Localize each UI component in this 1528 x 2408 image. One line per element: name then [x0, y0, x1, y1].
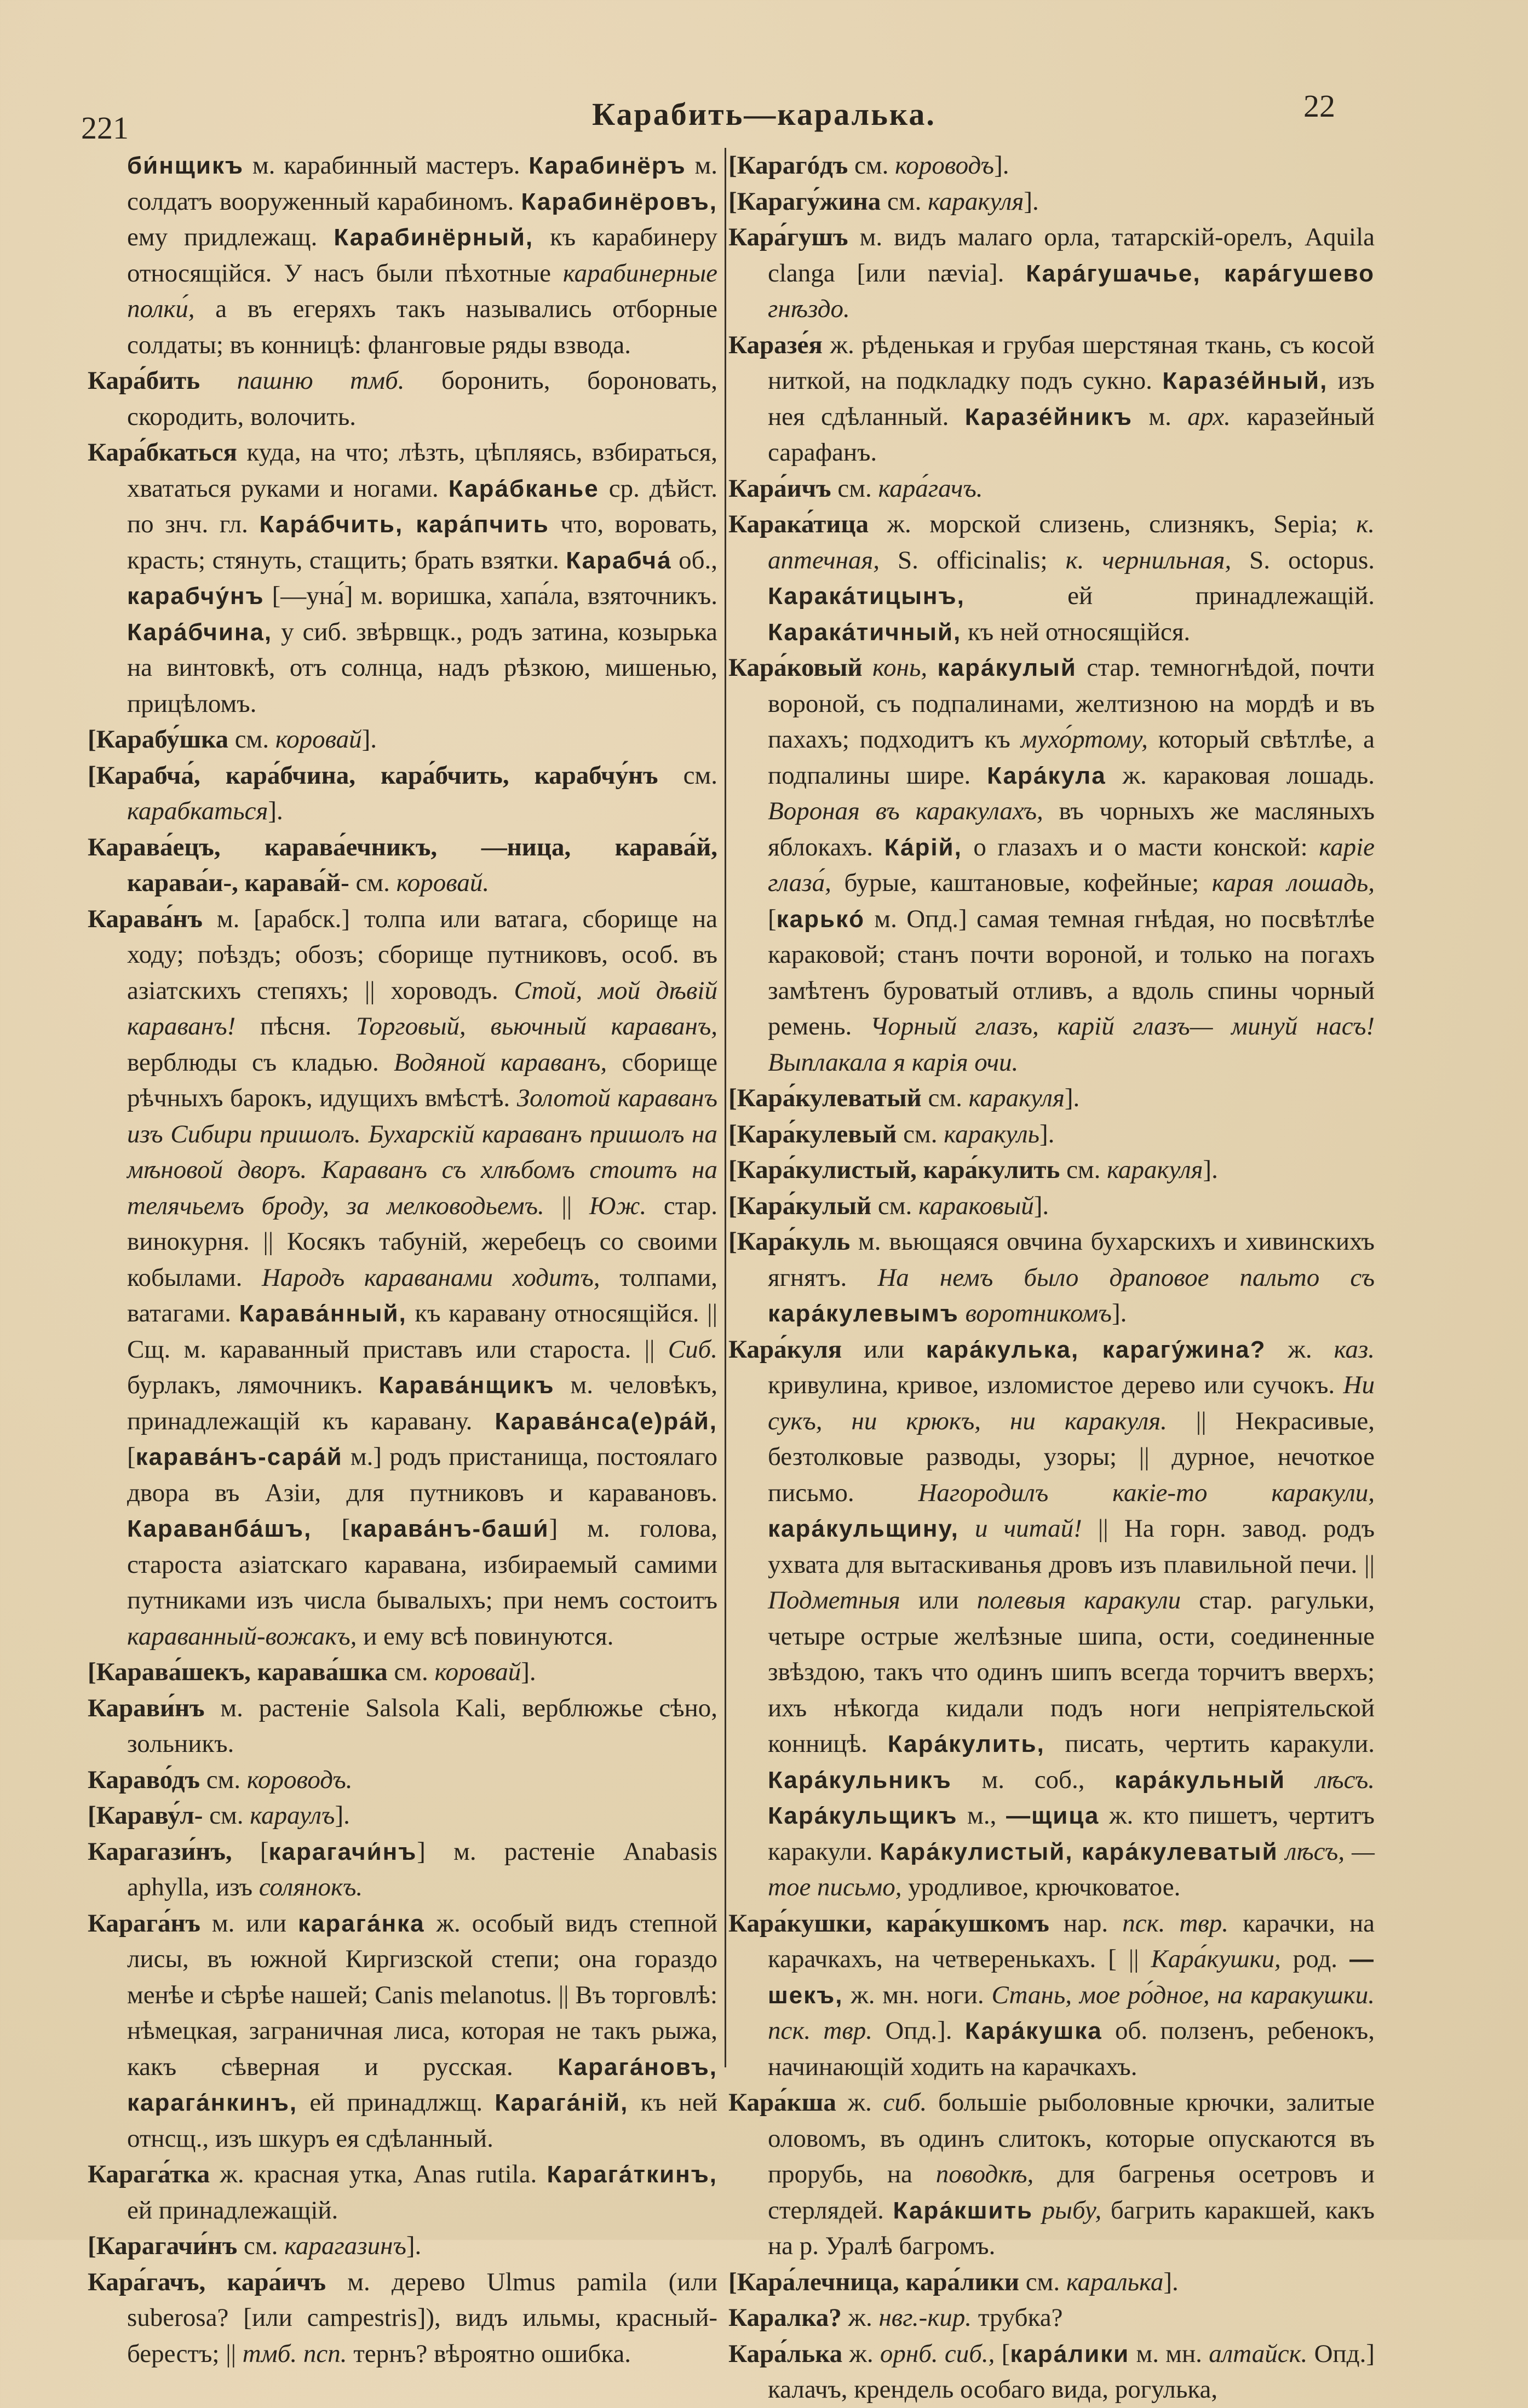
derived-word: Кара́кулистый, кара́кулеватый: [880, 1838, 1278, 1865]
headword: Кара́ичъ: [728, 474, 831, 503]
definition-text: м. видъ малаго орла, татарскій-орелъ, Aquila clanga [или nævia].: [768, 223, 1375, 288]
definition-text: тернъ? вѣроятно ошибка.: [347, 2339, 631, 2368]
headword: [Карава́шекъ, карава́шка: [88, 1658, 388, 1686]
definition-text: см.: [387, 1658, 435, 1686]
dictionary-entry: [728, 2300, 1375, 2336]
definition-text: ].: [268, 797, 283, 825]
dictionary-entry: [88, 722, 717, 758]
headword: Карагази́нъ,: [88, 1837, 232, 1866]
headword: [Кара́кулевый: [728, 1119, 897, 1148]
definition-text: Опд.].: [872, 2016, 965, 2045]
italic-text: караковый: [918, 1191, 1034, 1220]
definition-text: ].: [361, 725, 377, 754]
definition-text: м. вьющаяся овчина бухарскихъ и хивинскихъ ягнятъ.: [768, 1227, 1375, 1292]
headword: [Кара́лечница, кара́лики: [728, 2267, 1019, 2296]
definition-text: къ ней отнсщ., изъ шкуръ ея сдѣланный.: [127, 2088, 717, 2153]
headword: [Кара́кулистый, кара́кулить: [728, 1156, 1060, 1184]
headword: [Кара́куль: [728, 1227, 851, 1256]
definition-text: ].: [1163, 2267, 1179, 2296]
derived-word: Кара́бчина,: [127, 618, 273, 646]
italic-text: поводкѣ,: [935, 2160, 1034, 2188]
definition-text: ].: [335, 1801, 350, 1830]
italic-text: рыбу,: [1033, 2196, 1102, 2225]
definition-text: род.: [1280, 1945, 1349, 1973]
definition-text: см.: [237, 2232, 285, 2260]
italic-text: и читай!: [975, 1514, 1082, 1543]
headword: [Карагóдъ: [728, 151, 848, 180]
derived-word: Карава́нщикъ: [378, 1372, 555, 1399]
italic-text: каріе глаза́,: [768, 832, 1375, 897]
derived-word: карькó: [776, 905, 865, 933]
derived-word: Карага́ній,: [495, 2089, 629, 2116]
dictionary-entry: [88, 1834, 717, 1906]
derived-word: карага́нка: [297, 1910, 425, 1937]
italic-text: Чорный глазъ, карій глазъ— минуй насъ! Выплакала я карія очи.: [768, 1012, 1375, 1077]
italic-text: Золотой караванъ изъ Сибири пришолъ. Бухарскій караванъ пришолъ на мѣновой дворъ. Караванъ съ хлѣбомъ стоитъ на телячьемъ броду, за мелководьемъ.: [127, 1084, 717, 1220]
definition-text: для багренья осетровъ и стерлядей.: [768, 2160, 1375, 2225]
italic-text: каралька: [1066, 2267, 1164, 2296]
dictionary-entry: [728, 184, 1375, 220]
definition-text: а въ егеряхъ такъ назывались отборные солдаты; въ конницѣ: фланговые ряды взвода.: [127, 295, 717, 359]
definition-text: м.] родъ пристанища, постоялаго двора въ Азіи, для путниковъ и каравановъ.: [127, 1442, 717, 1507]
dictionary-entry: [88, 2228, 717, 2265]
definition-text: [: [312, 1514, 351, 1543]
derived-word: Каразе́йный,: [1162, 367, 1328, 394]
definition-text: об. ползенъ, ребенокъ, начинающій ходить на карачкахъ.: [768, 2016, 1375, 2081]
definition-text: изъ нея сдѣланный.: [768, 366, 1375, 431]
derived-word: кара́кулька, карагу́жина?: [926, 1336, 1266, 1363]
derived-word: Карага́ткинъ,: [547, 2161, 717, 2188]
dictionary-entry: [728, 650, 1375, 1081]
running-head: Карабить—каралька.: [592, 96, 936, 132]
italic-text: Кара́кушки,: [1151, 1945, 1281, 1973]
definition-text: ж. караковая лошадь.: [1106, 761, 1375, 790]
definition-text: м. растеніе Salsola Kali, верблюжье сѣно, зольникъ.: [127, 1693, 717, 1758]
italic-text: пск. твр.: [1122, 1909, 1228, 1938]
italic-text: караванный-вожакъ,: [127, 1622, 357, 1651]
italic-text: карабкаться: [127, 797, 268, 825]
headword: Карака́тица: [728, 510, 869, 538]
italic-text: короводъ: [895, 151, 995, 180]
definition-text: ему придлежащ.: [127, 223, 334, 251]
derived-word: кара́кульный: [1115, 1766, 1286, 1794]
column-divider: [725, 148, 726, 2067]
definition-text: S. officinalis;: [880, 545, 1066, 574]
definition-text: м. или: [200, 1909, 298, 1938]
definition-text: ж. морской слизень, слизнякъ, Sepia;: [869, 510, 1357, 538]
italic-text: алтайск.: [1209, 2339, 1308, 2368]
definition-text: ж. особый видъ степной лисы, въ южной Киргизской степи; она гораздо менѣе и сѣрѣе нашей; Canis melanotus. || Въ торговлѣ: нѣмецкая, заграничная лиса, которая не такъ рыжа, какъ сѣверная и русская.: [127, 1909, 717, 2081]
italic-text: караулъ: [250, 1801, 335, 1830]
definition-text: ср. дѣйст. по знч. гл.: [127, 474, 718, 538]
dictionary-entry: [88, 435, 717, 722]
definition-text: см.: [848, 151, 895, 180]
definition-text: || На горн. завод. родъ ухвата для вытаскиванья дровъ изъ плавильной печи. ||: [768, 1514, 1375, 1579]
italic-text: Вороная въ каракулахъ,: [768, 797, 1043, 825]
definition-text: [—уна́] м. воришка, хапа́ла, взяточникъ.: [264, 582, 717, 610]
derived-word: Карага́новъ, карага́нкинъ,: [127, 2053, 717, 2116]
definition-text: ж. мн. ноги.: [843, 1980, 992, 2009]
dictionary-entry: [88, 758, 717, 830]
definition-text: S. octopus.: [1231, 545, 1375, 574]
italic-text: карая лошадь,: [1211, 869, 1375, 897]
right-column: [728, 148, 1375, 2408]
headword: Карава́ецъ, карава́ечникъ, —ница, карава́й, карава́и-, карава́й-: [88, 832, 717, 897]
italic-text: Юж.: [589, 1191, 647, 1220]
headword: Кара́ковый: [728, 653, 863, 682]
dictionary-entry: [88, 1691, 717, 1762]
dictionary-entry: [88, 1654, 717, 1691]
headword: [Карабу́шка: [88, 725, 229, 754]
headword: Кара́гушъ: [728, 223, 848, 251]
headword: [Карабча́, кара́бчина, кара́бчить, карабчу́нъ: [88, 761, 658, 790]
derived-word: Карабча́: [566, 547, 672, 574]
derived-word: Караванба́шъ,: [127, 1515, 312, 1542]
definition-text: || Некрасивые, безтолковые разводы, узоры; || дурное, нечоткое письмо.: [768, 1406, 1375, 1507]
definition-text: каразейный сарафанъ.: [768, 402, 1375, 467]
italic-text: лѣсъ.: [1285, 1765, 1375, 1794]
dictionary-entry: [728, 148, 1375, 184]
derived-word: Каразе́йникъ: [964, 403, 1133, 430]
definition-text: м. [арабск.] толпа или ватага, сборище на ходу; поѣздъ; обозъ; сборище путниковъ, особ. въ азіатскихъ степяхъ; || хороводъ.: [127, 904, 717, 1005]
definition-text: карачки, на карачкахъ, на четверенькахъ. [ ||: [768, 1909, 1375, 1973]
definition-text: большіе рыболовные крючки, залитые оловомъ, въ одинъ слитокъ, которые опускаются въ прорубь, на: [768, 2088, 1375, 2188]
definition-text: ей принадлежащій.: [127, 2196, 338, 2225]
definition-text: стар. темногнѣдой, почти вороной, съ подпалинами, желтизною на мордѣ и въ пахахъ; подходитъ къ: [768, 653, 1375, 754]
italic-text: карабинерные полки́,: [127, 258, 717, 323]
dictionary-entry: [728, 220, 1375, 327]
definition-text: см.: [199, 1765, 247, 1794]
definition-text: м. солдатъ вооруженный карабиномъ.: [127, 151, 717, 216]
derived-word: Ка́рій,: [884, 834, 962, 861]
definition-text: къ каравану относящійся. || Сщ. м. караванный приставъ или староста. ||: [127, 1299, 717, 1364]
definition-text: ].: [1203, 1156, 1218, 1184]
definition-text: об.,: [671, 545, 717, 574]
derived-word: кара́кульщину,: [768, 1515, 959, 1542]
definition-text: см.: [349, 869, 397, 897]
derived-word: —шекъ,: [768, 1946, 1375, 2009]
italic-text: тмб. псп.: [242, 2339, 347, 2368]
headword: [Карагачи́нъ: [88, 2232, 238, 2260]
definition-text: сборище рѣчныхъ барокъ, идущихъ вмѣстѣ.: [127, 1048, 717, 1112]
derived-word: карава́нъ-баши́: [350, 1515, 549, 1542]
definition-text: ] м. голова, староста азіатскаго каравана, избираемый самими путниками изъ числа бывалыхъ; при немъ состоитъ: [127, 1514, 717, 1614]
italic-text: нвг.-кир.: [878, 2303, 972, 2332]
definition-text: [: [768, 904, 777, 933]
derived-word: Кара́бканье: [448, 475, 599, 502]
derived-word: Карака́тицынъ,: [768, 583, 965, 610]
definition-text: м. Опд.] самая темная гнѣдая, но посвѣтлѣе караковой; станъ почти вороной, и только на погахъ замѣтенъ буроватый отливъ, а вдоль спины чорный ремень.: [768, 904, 1375, 1041]
definition-text: [959, 1299, 966, 1327]
definition-text: м. человѣкъ, принадлежащій къ каравану.: [127, 1371, 717, 1435]
definition-text: трубка?: [972, 2303, 1063, 2332]
derived-word: карабчу́нъ: [127, 583, 265, 610]
definition-text: [: [995, 2339, 1010, 2368]
italic-text: солянокъ.: [259, 1873, 363, 1901]
definition-text: ж.: [841, 2303, 879, 2332]
italic-text: Народъ караванами ходитъ,: [261, 1263, 600, 1292]
italic-text: сиб.: [883, 2088, 927, 2117]
italic-text: пск. твр.: [768, 2016, 873, 2045]
italic-text: конь,: [862, 653, 928, 682]
definition-text: ].: [406, 2232, 422, 2260]
italic-text: короводъ.: [246, 1765, 353, 1794]
derived-word: Кара́бчить, кара́пчить: [259, 511, 549, 538]
dictionary-entry: [728, 1081, 1375, 1117]
definition-text: см.: [871, 1191, 918, 1220]
headword: [Кара́кулый: [728, 1191, 872, 1220]
dictionary-entry: [728, 471, 1375, 507]
headword: Кара́кушки, кара́кушкомъ: [728, 1909, 1049, 1938]
headword: Карава́нъ: [88, 904, 203, 933]
dictionary-entry: [88, 148, 717, 363]
derived-word: кара́кулый: [937, 654, 1077, 681]
definition-text: м.,: [957, 1801, 1007, 1830]
headword: Каралка?: [728, 2303, 842, 2332]
definition-text: въ чорныхъ же масляныхъ яблокахъ.: [768, 797, 1375, 861]
italic-text: Стой, мой дѣвій караванъ!: [127, 976, 717, 1041]
dictionary-entry: [728, 2336, 1375, 2408]
definition-text: нар.: [1049, 1909, 1123, 1938]
italic-text: к. аптечная,: [768, 510, 1375, 574]
definition-text: куда, на что; лѣзть, цѣпляясь, взбираться, хвататься руками и ногами.: [127, 438, 717, 503]
dictionary-entry: [88, 901, 717, 1655]
derived-word: Карака́тичный,: [768, 618, 962, 646]
italic-text: к. чернильная,: [1065, 545, 1232, 574]
dictionary-entry: [728, 1188, 1375, 1225]
definition-text: бурлакъ, лямочникъ.: [127, 1371, 379, 1399]
definition-text: къ карабинеру относящійся. У насъ были пѣхотные: [127, 223, 717, 288]
italic-text: пашню тмб.: [200, 366, 405, 395]
derived-word: Карабинёрный,: [334, 224, 534, 251]
italic-text: Водяной караванъ,: [394, 1048, 607, 1077]
definition-text: Опд.] калачъ, крендель особаго вида, рогулька,: [768, 2339, 1375, 2404]
italic-text: Торговый, вьючный караванъ,: [355, 1012, 717, 1041]
definition-text: стар. винокурня. || Косякъ табуній, жеребецъ со своими кобылами.: [127, 1191, 717, 1292]
derived-word: Кара́гушачье, кара́гушево: [1026, 260, 1375, 287]
definition-text: и ему всѣ повинуются.: [357, 1622, 614, 1651]
definition-text: къ ней относящійся.: [961, 617, 1191, 646]
derived-word: Карабинёровъ,: [521, 188, 717, 215]
italic-text: каракуля: [928, 187, 1024, 216]
dictionary-entry: [728, 327, 1375, 471]
dictionary-entry: [88, 2265, 717, 2372]
derived-word: Кара́кулить,: [887, 1731, 1045, 1757]
definition-text: ей принадлежащій.: [964, 582, 1375, 610]
definition-text: [927, 653, 937, 682]
italic-text: каракуль: [944, 1119, 1040, 1148]
headword: Карави́нъ: [88, 1693, 205, 1722]
italic-text: каз.: [1334, 1335, 1375, 1364]
definition-text: [: [232, 1837, 269, 1866]
headword: Каразе́я: [728, 330, 823, 359]
definition-text: м. карабинный мастеръ.: [244, 151, 529, 180]
definition-text: ].: [994, 151, 1009, 180]
dictionary-entry: [728, 1332, 1375, 1906]
definition-text: что, воровать, красть; стянуть, стащить; брать взятки.: [127, 510, 717, 574]
definition-text: ].: [1024, 187, 1039, 216]
italic-text: Нагородилъ какіе-то каракули,: [918, 1478, 1375, 1507]
definition-text: см.: [897, 1119, 944, 1148]
italic-text: кара́гачъ.: [878, 474, 983, 503]
definition-text: ж. рѣденькая и грубая шерстяная ткань, съ косой ниткой, на подкладку подъ сукно.: [768, 330, 1375, 395]
headword: [Кара́кулеватый: [728, 1084, 922, 1112]
definition-text: ж.: [836, 2088, 883, 2117]
definition-text: см.: [1019, 2267, 1066, 2296]
derived-word: Карава́нный,: [239, 1300, 407, 1327]
definition-text: у сиб. звѣрвщк., родъ затина, козырька на винтовкѣ, отъ солнца, надъ рѣзкою, мишенью, прицѣломъ.: [127, 617, 717, 718]
definition-text: толпами, ватагами.: [127, 1263, 717, 1327]
dictionary-entry: [728, 1152, 1375, 1188]
dictionary-entry: [728, 1117, 1375, 1153]
headword: Кара́куля: [728, 1335, 842, 1364]
definition-text: о глазахъ и о масти конской:: [962, 832, 1319, 861]
dictionary-entry: [88, 1762, 717, 1798]
italic-text: коровай: [434, 1658, 521, 1686]
italic-text: Стань, мое ро́дное, на каракушки.: [991, 1980, 1375, 2009]
definition-text: м. мн.: [1129, 2339, 1209, 2368]
headword: [Караву́л-: [88, 1801, 203, 1830]
dictionary-entry: [88, 1798, 717, 1834]
definition-text: ].: [521, 1658, 536, 1686]
italic-text: полевыя каракули: [976, 1586, 1181, 1614]
definition-text: который свѣтлѣе, а подпалины шире.: [768, 725, 1375, 790]
definition-text: кривулина, кривое, изломистое дерево или сучокъ.: [768, 1371, 1343, 1399]
definition-text: см.: [881, 187, 928, 216]
headword: Кара́гачъ, кара́ичъ: [88, 2267, 326, 2296]
definition-text: ж.: [1266, 1335, 1334, 1364]
definition-text: верблюды съ кладью.: [127, 1048, 394, 1077]
italic-text: арх.: [1187, 402, 1231, 431]
definition-text: ей принадлжщ.: [297, 2088, 495, 2117]
headword: Кара́лька: [728, 2339, 843, 2368]
derived-word: Кара́кушка: [964, 2018, 1102, 2044]
derived-word: кара́кулевымъ: [768, 1300, 959, 1327]
definition-text: ].: [1039, 1119, 1055, 1148]
italic-text: воротникомъ: [965, 1299, 1112, 1327]
definition-text: писать, чертить каракули.: [1044, 1729, 1375, 1758]
definition-text: уродливое, крючковатое.: [901, 1873, 1181, 1901]
headword: Карага́нъ: [88, 1909, 200, 1938]
left-column: [88, 148, 717, 2372]
derived-word: Карава́нса(е)ра́й,: [495, 1407, 717, 1435]
definition-text: или: [842, 1335, 926, 1364]
dictionary-entry: [88, 2157, 717, 2228]
definition-text: бурые, каштановые, кофейные;: [831, 869, 1212, 897]
italic-text: Подметныя: [768, 1586, 900, 1614]
dictionary-entry: [728, 1224, 1375, 1332]
italic-text: лѣсъ, —тое письмо,: [768, 1837, 1375, 1901]
dictionary-entry: [728, 507, 1375, 650]
headword: [Карагу́жина: [728, 187, 881, 216]
definition-text: см.: [203, 1801, 250, 1830]
definition-text: ].: [1064, 1084, 1080, 1112]
derived-word: би́нщикъ: [127, 152, 244, 179]
definition-text: м.: [1133, 402, 1188, 431]
headword: Кара́кша: [728, 2088, 836, 2117]
page-number-right: 22: [1303, 88, 1335, 124]
derived-word: Кара́кульникъ: [768, 1766, 952, 1794]
dictionary-entry: [88, 1906, 717, 2157]
dictionary-entry: [88, 363, 717, 435]
italic-text: карагазинъ: [284, 2232, 406, 2260]
definition-text: ].: [1111, 1299, 1127, 1327]
headword: Караво́дъ: [88, 1765, 200, 1794]
definition-text: ] м. растеніе Anabasis aphylla, изъ: [127, 1837, 717, 1901]
italic-text: Сиб.: [668, 1335, 717, 1364]
italic-text: коровай.: [396, 869, 490, 897]
italic-text: гнѣздо.: [768, 295, 850, 323]
definition-text: см.: [921, 1084, 969, 1112]
dictionary-entry: [728, 2085, 1375, 2265]
dictionary-entry: [728, 1906, 1375, 2085]
italic-text: коровай: [275, 725, 362, 754]
definition-text: ж.: [842, 2339, 880, 2368]
definition-text: багрить каракшей, какъ на р. Уралѣ багромъ.: [768, 2196, 1375, 2260]
derived-word: карагачи́нъ: [268, 1838, 417, 1865]
definition-text: ||: [544, 1191, 589, 1220]
derived-word: Кара́кшить: [893, 2197, 1033, 2224]
definition-text: м. дерево Ulmus pamila (или suberosa? [или campestris]), видъ ильмы, красный-берестъ; ||: [127, 2267, 717, 2368]
italic-text: мухо́ртому,: [1020, 725, 1148, 754]
definition-text: пѣсня.: [235, 1012, 356, 1041]
derived-word: —щица: [1006, 1802, 1100, 1829]
definition-text: ].: [1033, 1191, 1049, 1220]
definition-text: см.: [228, 725, 275, 754]
italic-text: Ни сукъ, ни крюкъ, ни каракуля.: [768, 1371, 1375, 1435]
derived-word: кара́лики: [1010, 2340, 1130, 2367]
definition-text: ж. красная утка, Anas rutila.: [210, 2160, 547, 2188]
definition-text: или: [900, 1586, 977, 1614]
definition-text: см.: [658, 761, 717, 790]
definition-text: стар. рагульки, четыре острые желѣзные шипа, ости, соединенные звѣздою, такъ что одинъ шипъ всегда торчитъ вверхъ; ихъ нѣкогда кидали подъ ноги непріятельской конницѣ.: [768, 1586, 1375, 1758]
italic-text: каракуля: [1107, 1156, 1203, 1184]
dictionary-entry: [728, 2265, 1375, 2301]
dictionary-entry: [88, 830, 717, 901]
headword: Кара́бить: [88, 366, 200, 395]
italic-text: каракуля: [968, 1084, 1065, 1112]
definition-text: м. соб.,: [951, 1765, 1115, 1794]
italic-text: орнб. сиб.,: [880, 2339, 995, 2368]
italic-text: На немъ было драповое пальто съ: [877, 1263, 1375, 1292]
derived-word: Кара́кула: [987, 762, 1106, 789]
derived-word: Карабинёръ: [529, 152, 686, 179]
derived-word: карава́нъ-сара́й: [135, 1444, 343, 1470]
definition-text: см.: [1060, 1156, 1107, 1184]
headword: Кара́бкаться: [88, 438, 237, 467]
page-number-left: 221: [81, 110, 129, 146]
headword: Карага́тка: [88, 2160, 210, 2188]
derived-word: Кара́кульщикъ: [768, 1802, 958, 1829]
definition-text: [: [127, 1442, 136, 1471]
definition-text: ж. кто пишетъ, чертитъ каракули.: [768, 1801, 1375, 1866]
definition-text: боронить, бороновать, скородить, волочить.: [127, 366, 717, 431]
definition-text: см.: [831, 474, 878, 503]
definition-text: [959, 1514, 975, 1543]
